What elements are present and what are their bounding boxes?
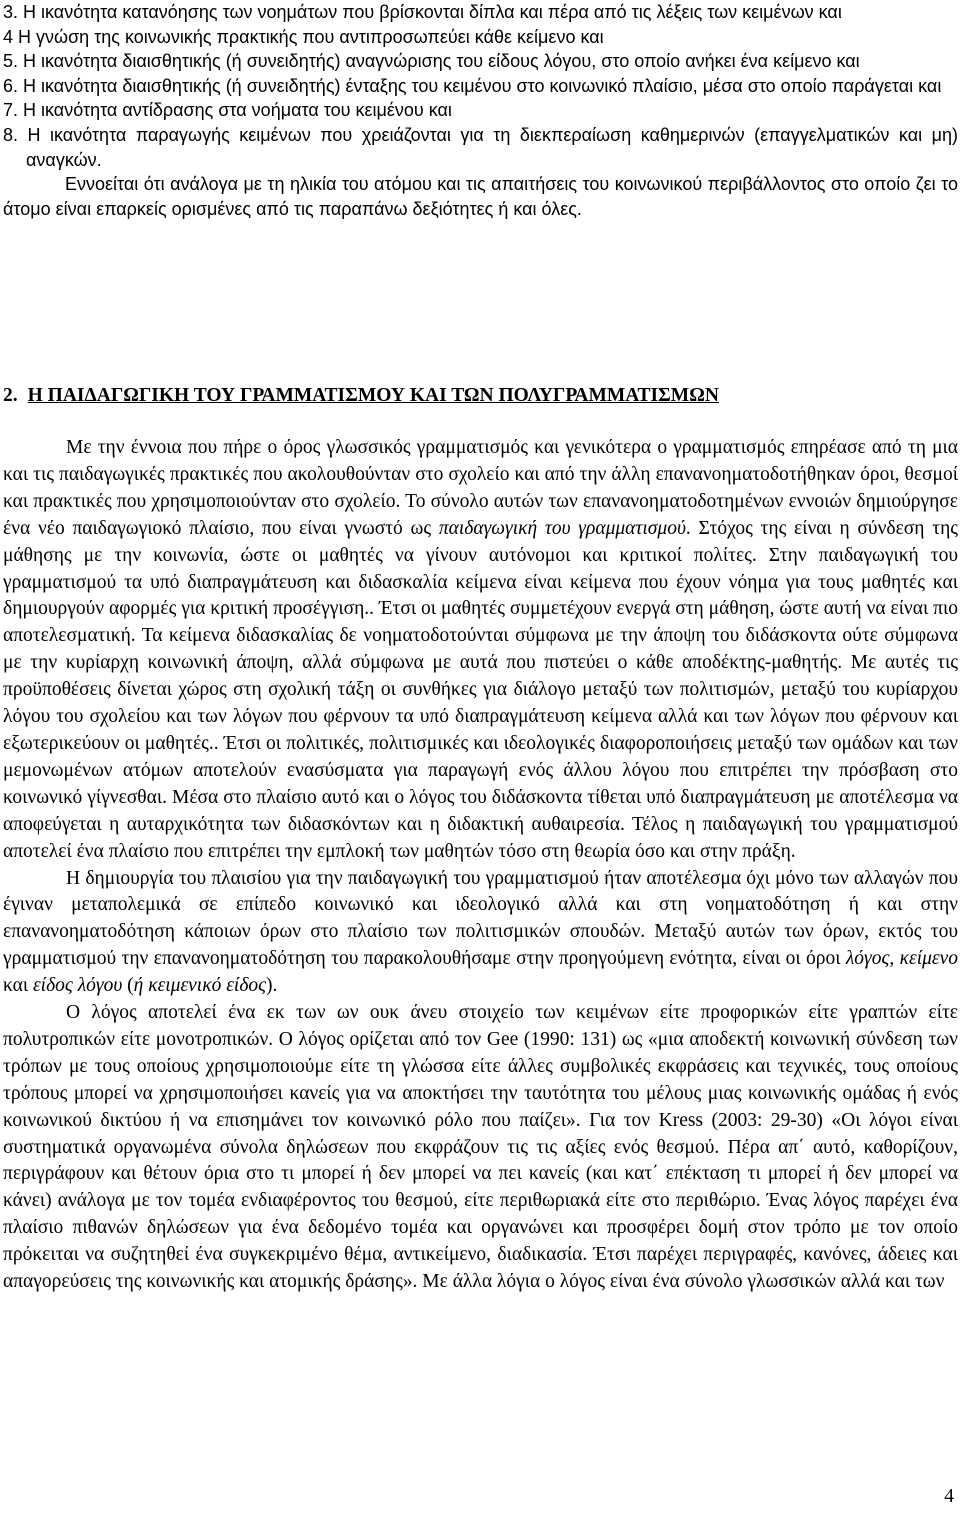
paragraph-2-text-a: Η δημιουργία του πλαισίου για την παιδαγωγική του γραμματισμού ήταν αποτέλεσμα όχι μόνο των αλλαγών που έγιναν μεταπολεμικά σε επίπεδο κοινωνικό και ιδεολογικό αλλά και στη νοηματοδότηση ή και στην επανανοηματοδότηση κάποιων όρων στο πλαίσιο των πολιτισμικών σπουδών. Μεταξύ αυτών των όρων, εκτός του γραμματισμού την επανανοηματοδότηση του παρακολουθήσαμε στην προηγούμενη ενότητα, είναι οι όροι [3, 867, 958, 970]
skills-list [3, 0, 958, 221]
paragraph-2-text-b: και [3, 975, 33, 997]
paragraph-2-emphasis-1: λόγος, κείμενο [845, 948, 958, 970]
page-number: 4 [944, 1486, 954, 1507]
paragraph-3: Ο λόγος αποτελεί ένα εκ των ων ουκ άνευ στοιχείο των κειμένων είτε προφορικών είτε γραπτών είτε πολυτροπικών είτε μονοτροπικών. Ο λόγος ορίζεται από τον Gee (1990: 131) ως «μια αποδεκτή κοινωνική σύνδεση των τρόπων με τους οποίους χρησιμοποιούμε είτε τη γλώσσα είτε άλλες συμβολικές εκφράσεις και τεχνικές, τους οποίους τρόπους μπορεί να χρησιμοποιήσει κανείς για να αποκτήσει την ταυτότητα του μέλους μιας κοινωνικής ομάδας ή ενός κοινωνικού δικτύου ή να επισημάνει τον κοινωνικό ρόλο που παίζει». Για τον Kress (2003: 29-30) «Οι λόγοι είναι συστηματικά οργανωμένα σύνολα δηλώσεων που εκφράζουν τις τις αξίες ενός θεσμού. Πέρα απ΄ αυτό, καθορίζουν, περιγράφουν και θέτουν όρια στο τι μπορεί ή δεν μπορεί να πει κανείς (και κατ΄ επέκταση τι μπορεί ή δεν μπορεί να κάνει) ανάλογα με τον τομέα ενδιαφέροντος του θεσμού, είτε περιθωριακά είτε στο περιθώριο. Ένας λόγος παρέχει ένα πλαίσιο πιθανών δηλώσεων για ένα δεδομένο τομέα και οργανώνει και προσφέρει δομή στον τρόπο με τον οποίο πρόκειται να συζητηθεί ένα συγκεκριμένο θέμα, αντικείμενο, διαδικασία. Έτσι παρέχει περιγραφές, κανόνες, άδειες και απαγορεύσεις της κοινωνικής και ατομικής δράσης». Με άλλα λόγια ο λόγος είναι ένα σύνολο γλωσσικών αλλά και των [3, 1002, 958, 1293]
list-note: Εννοείται ότι ανάλογα με τη ηλικία του ατόμου και τις απαιτήσεις του κοινωνικού περιβάλλοντος στο οποίο ζει το άτομο είναι επαρκείς ορισμένες από τις παραπάνω δεξιότητες ή και όλες. [3, 174, 958, 219]
paragraph-1 [3, 435, 958, 866]
paragraph-2-emphasis-3: ή κειμενικό είδος [133, 975, 267, 997]
paragraph-2 [3, 866, 958, 1001]
list-item-7: 7. Η ικανότητα αντίδρασης στα νοήματα του κειμένου και [3, 100, 452, 121]
list-item-5: 5. Η ικανότητα διαισθητικής (ή συνειδητής) αναγνώρισης του είδους λόγου, στο οποίο ανήκει ένα κείμενο και [3, 51, 860, 72]
paragraph-1-emphasis: παιδαγωγική του γραμματισμού [438, 517, 686, 539]
list-item-8: 8. Η ικανότητα παραγωγής κειμένων που χρειάζονται για τη διεκπεραίωση καθημερινών (επαγγελματικών και μη) αναγκών. [3, 124, 958, 170]
paragraph-2-text-c: ( [122, 975, 134, 997]
paragraph-1-text-b: . Στόχος της είναι η σύνδεση της μάθησης με την κοινωνία, ώστε οι μαθητές να γίνουν αυτόνομοι και κριτικοί πολίτες. Στην παιδαγωγική του γραμματισμού τα υπό διαπραγμάτευση και διδασκαλία κείμενα είναι κείμενα που έχουν νόημα για τους μαθητές και δημιουργούν αφορμές για κριτική προσέγγιση.. Έτσι οι μαθητές συμμετέχουν ενεργά στη μάθηση, ώστε αυτή να είναι πιο αποτελεσματική. Τα κείμενα διδασκαλίας δε νοηματοδοτούνται σύμφωνα με την άποψη του διδάσκοντα ούτε σύμφωνα με την κυρίαρχη κοινωνική άποψη, αλλά σύμφωνα με αυτά που πιστεύει ο κάθε αποδέκτης-μαθητής. Με αυτές τις προϋποθέσεις δίνεται χώρος στη σχολική τάξη οι συνθήκες για διάλογο μεταξύ των πολιτισμών, μεταξύ του κυρίαρχου λόγου του σχολείου και των λόγων που φέρνουν τα υπό διαπραγμάτευση κείμενα αλλά και των λόγων που φέρνουν και εξωτερικεύουν οι μαθητές.. Έτσι οι πολιτικές, πολιτισμικές και ιδεολογικές διαφοροποιήσεις μεταξύ των ομάδων και των μεμονωμένων ατόμων αποτελούν ενασύσματα για παραγωγή ενός άλλου λόγου που επιτρέπει την πρόσβαση στο κοινωνικό γίγνεσθαι. Μέσα στο πλαίσιο αυτό και ο λόγος του διδάσκοντα τίθεται υπό διαπραγμάτευση με αποτέλεσμα να αποφεύγεται η αυταρχικότητα των διδασκόντων και η διδακτική αυθαιρεσία. Τέλος η παιδαγωγική του γραμματισμού αποτελεί ένα πλαίσιο που επιτρέπει την εμπλοκή των μαθητών τόσο στη θεωρία όσο και στην πράξη. [3, 517, 958, 862]
section-number: 2. [3, 385, 18, 406]
section-heading [3, 385, 719, 407]
paragraph-1-text-a: Με την έννοια που πήρε ο όρος γλωσσικός γραμματισμός και γενικότερα ο γραμματισμός επηρέασε από τη μια και τις παιδαγωγικές πρακτικές που ακολουθούνταν στο σχολείο και από την άλλη επανανοηματοδοτήθηκαν όροι, θεσμοί και πρακτικές που χρησιμοποιούνταν στο σχολείο. Το σύνολο αυτών των επανανοηματοδοτημένων εννοιών δημιούργησε ένα νέο παιδαγωγιοκό πλαίσιο, που είναι γνωστό ως [3, 437, 958, 539]
list-item-3: 3. Η ικανότητα κατανόησης των νοημάτων που βρίσκονται δίπλα και πέρα από τις λέξεις των κειμένων και [3, 2, 842, 22]
list-item-4: 4 Η γνώση της κοινωνικής πρακτικής που αντιπροσωπεύει κάθε κείμενο και [3, 26, 604, 47]
section-body [3, 435, 958, 1296]
paragraph-2-text-d: ). [266, 975, 278, 997]
paragraph-2-emphasis-2: είδος λόγου [33, 975, 123, 997]
section-title: Η ΠΑΙΔΑΓΩΓΙΚΗ ΤΟΥ ΓΡΑΜΜΑΤΙΣΜΟΥ ΚΑΙ ΤΩΝ ΠΟΛΥΓΡΑΜΜΑΤΙΣΜΩΝ [27, 385, 719, 406]
list-item-6: 6. Η ικανότητα διαισθητικής (ή συνειδητής) ένταξης του κειμένου στο κοινωνικό πλαίσιο, μέσα στο οποίο παράγεται και [3, 75, 942, 96]
